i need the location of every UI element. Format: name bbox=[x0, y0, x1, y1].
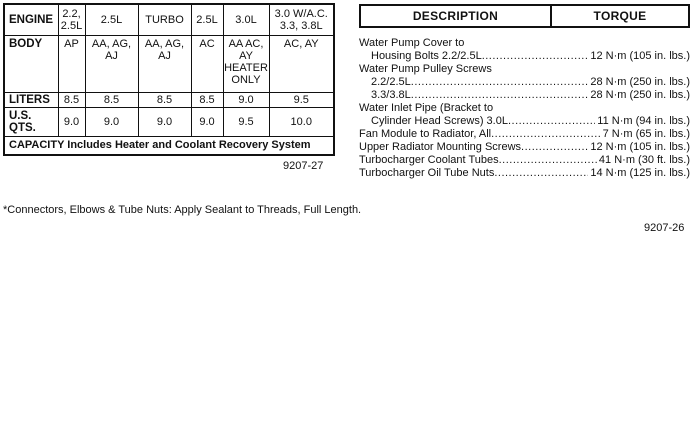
torque-row bbox=[359, 76, 690, 89]
leader-dots bbox=[521, 141, 588, 154]
torque-row bbox=[359, 37, 690, 50]
torque-header: TORQUE bbox=[593, 9, 647, 23]
quarts-label: U.S. QTS. bbox=[4, 108, 58, 137]
body-cell: AC, AY bbox=[269, 35, 334, 92]
capacity-note-row bbox=[4, 136, 334, 155]
torque-row-label: 3.3/3.8L bbox=[371, 89, 411, 101]
torque-row bbox=[359, 115, 690, 128]
torque-list bbox=[359, 37, 690, 180]
engine-row bbox=[4, 4, 334, 35]
body-cell: AP bbox=[58, 35, 85, 92]
liters-row bbox=[4, 92, 334, 107]
torque-row-label: Water Pump Cover to bbox=[359, 37, 465, 49]
leader-dots bbox=[499, 154, 597, 167]
liters-label: LITERS bbox=[4, 92, 58, 107]
torque-row-label: Water Inlet Pipe (Bracket to bbox=[359, 102, 494, 114]
engine-label: ENGINE bbox=[4, 4, 58, 35]
torque-row-value: 12 N·m (105 in. lbs.) bbox=[590, 50, 690, 62]
body-cell: AA, AG, AJ bbox=[138, 35, 191, 92]
leader-dots bbox=[491, 128, 601, 141]
quarts-cell: 9.0 bbox=[58, 108, 85, 137]
torque-row bbox=[359, 154, 690, 167]
torque-row-value: 41 N·m (30 ft. lbs.) bbox=[598, 154, 690, 166]
torque-row-value: 12 N·m (105 in. lbs.) bbox=[590, 141, 690, 153]
torque-row bbox=[359, 89, 690, 102]
engine-cell: 3.0 W/A.C. 3.3, 3.8L bbox=[269, 4, 334, 35]
engine-cell: 2.5L bbox=[191, 4, 223, 35]
leader-dots bbox=[482, 50, 589, 63]
quarts-row bbox=[4, 108, 334, 137]
engine-cell: 2.2, 2.5L bbox=[58, 4, 85, 35]
body-cell: AA, AG, AJ bbox=[85, 35, 138, 92]
torque-row-label: Upper Radiator Mounting Screws bbox=[359, 141, 522, 153]
body-row bbox=[4, 35, 334, 92]
body-cell: AC bbox=[191, 35, 223, 92]
liters-cell: 8.5 bbox=[58, 92, 85, 107]
torque-table-header bbox=[359, 4, 690, 28]
capacity-note: CAPACITY Includes Heater and Coolant Recovery System bbox=[4, 136, 334, 155]
liters-cell: 9.5 bbox=[269, 92, 334, 107]
torque-row-label: Fan Module to Radiator, All bbox=[359, 128, 492, 140]
engine-cell: 3.0L bbox=[223, 4, 269, 35]
figure-number-right: 9207-26 bbox=[644, 222, 685, 234]
engine-cell: 2.5L bbox=[85, 4, 138, 35]
torque-row-label: Water Pump Pulley Screws bbox=[359, 63, 492, 75]
torque-row-value: 28 N·m (250 in. lbs.) bbox=[590, 76, 690, 88]
torque-row bbox=[359, 63, 690, 76]
description-header: DESCRIPTION bbox=[361, 6, 552, 26]
torque-row-value: 28 N·m (250 in. lbs.) bbox=[590, 89, 690, 101]
liters-cell: 8.5 bbox=[138, 92, 191, 107]
quarts-cell: 9.0 bbox=[138, 108, 191, 137]
body-cell: AA AC, AY HEATER ONLY bbox=[223, 35, 269, 92]
sealant-footnote: *Connectors, Elbows & Tube Nuts: Apply Sealant to Threads, Full Length. bbox=[3, 204, 362, 216]
quarts-cell: 10.0 bbox=[269, 108, 334, 137]
torque-row-label: Housing Bolts 2.2/2.5L bbox=[371, 50, 482, 62]
quarts-cell: 9.0 bbox=[191, 108, 223, 137]
torque-row bbox=[359, 141, 690, 154]
torque-row-label: Turbocharger Coolant Tubes bbox=[359, 154, 499, 166]
torque-row bbox=[359, 167, 690, 180]
liters-cell: 8.5 bbox=[191, 92, 223, 107]
torque-row-value: 11 N·m (94 in. lbs.) bbox=[597, 115, 690, 127]
leader-dots bbox=[411, 89, 589, 102]
quarts-cell: 9.5 bbox=[223, 108, 269, 137]
liters-cell: 8.5 bbox=[85, 92, 138, 107]
torque-row bbox=[359, 128, 690, 141]
torque-row bbox=[359, 102, 690, 115]
torque-row bbox=[359, 50, 690, 63]
leader-dots bbox=[494, 167, 588, 180]
torque-row-label: Cylinder Head Screws) 3.0L bbox=[371, 115, 508, 127]
coolant-capacity-table bbox=[3, 3, 335, 156]
leader-dots bbox=[411, 76, 589, 89]
leader-dots bbox=[508, 115, 595, 128]
body-label: BODY bbox=[4, 35, 58, 92]
torque-row-label: 2.2/2.5L bbox=[371, 76, 411, 88]
liters-cell: 9.0 bbox=[223, 92, 269, 107]
torque-row-label: Turbocharger Oil Tube Nuts bbox=[359, 167, 495, 179]
figure-number-left: 9207-27 bbox=[283, 160, 324, 172]
torque-row-value: 7 N·m (65 in. lbs.) bbox=[602, 128, 690, 140]
engine-cell: TURBO bbox=[138, 4, 191, 35]
quarts-cell: 9.0 bbox=[85, 108, 138, 137]
torque-row-value: 14 N·m (125 in. lbs.) bbox=[590, 167, 690, 179]
